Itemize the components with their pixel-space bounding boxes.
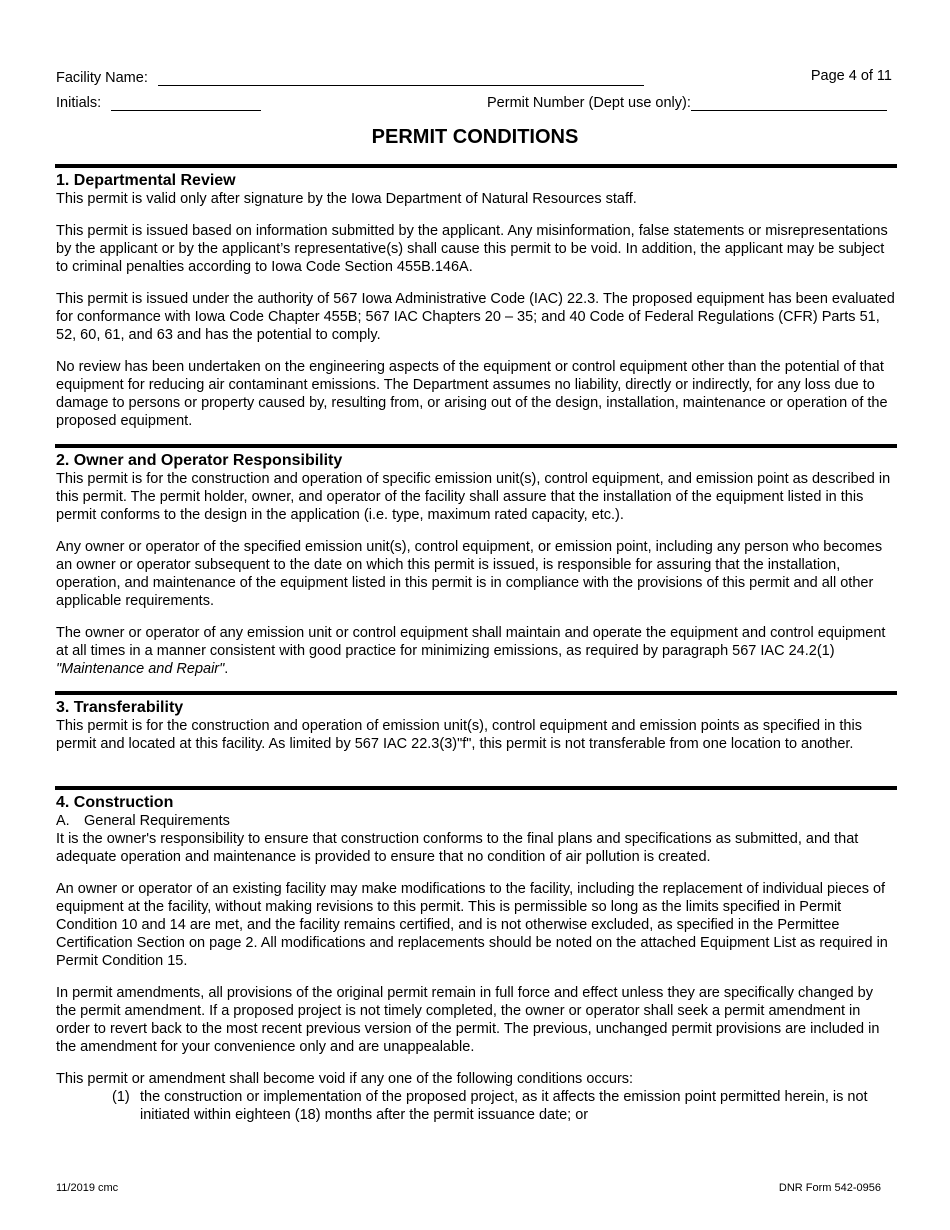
list-number: (1) — [112, 1089, 130, 1105]
facility-name-row — [56, 68, 644, 86]
section-heading: 1. Departmental Review — [56, 172, 236, 189]
paragraph: This permit or amendment shall become void if any one of the following conditions occurs: — [56, 1071, 634, 1087]
section-divider — [55, 691, 897, 695]
paragraph: This permit is valid only after signature by the Iowa Department of Natural Resources staff. — [56, 191, 637, 207]
page-number: Page 4 of 11 — [810, 68, 892, 84]
section-heading: 2. Owner and Operator Responsibility — [56, 452, 343, 469]
section-divider — [55, 444, 897, 448]
permit-number-row — [487, 93, 887, 111]
section-heading: 4. Construction — [56, 794, 174, 811]
section-construction — [56, 794, 896, 1124]
subsection-letter: A. — [56, 813, 70, 829]
initials-field[interactable] — [111, 93, 261, 111]
paragraph: This permit is for the construction and operation of specific emission unit(s), control equipment, and emission point as described in this permit. The permit holder, owner, and operator of the facility shall assure that the installation of the equipment listed in this permit conforms to the design in the application (i.e. type, maximum rated capacity, etc.). — [56, 471, 891, 523]
section-divider — [55, 164, 897, 168]
paragraph-text: The owner or operator of any emission unit or control equipment shall maintain and operate the equipment and control equipment at all times in a manner consistent with good practice for minimizing emissions, as required by paragraph 567 IAC 24.2(1) — [56, 625, 886, 659]
facility-name-field[interactable] — [158, 68, 644, 86]
page-title: PERMIT CONDITIONS — [371, 126, 579, 148]
permit-number-label: Permit Number (Dept use only): — [487, 95, 691, 111]
paragraph: This permit is for the construction and operation of emission unit(s), control equipment and emission points as specified in this permit and located at this facility. As limited by 567 IAC 22.3(3)"f", this permit is not transferable from one location to another. — [56, 718, 862, 752]
initials-label: Initials: — [56, 95, 102, 111]
footer-date: 11/2019 cmc — [56, 1182, 119, 1194]
subsection-general-requirements — [56, 812, 896, 830]
paragraph-end: . — [224, 661, 229, 677]
permit-number-field[interactable] — [691, 93, 887, 111]
section-heading: 3. Transferability — [56, 699, 184, 716]
initials-row — [56, 93, 261, 111]
list-text: the construction or implementation of the proposed project, as it affects the emission point permitted herein, is not initiated within eighteen (18) months after the permit issuance date; or — [140, 1089, 868, 1123]
paragraph: An owner or operator of an existing facility may make modifications to the facility, including the replacement of individual pieces of equipment at the facility, without making revisions to this permit. This is permissible so long as the limits specified in Permit Condition 10 and 14 are met, and the facility remains certified, and is not otherwise excluded, as specified in the Permittee Certification Section on page 2. All modifications and replacements should be noted on the attached Equipment List as required in Permit Condition 15. — [56, 881, 888, 969]
subsection-title: General Requirements — [84, 813, 230, 829]
section-transferability — [56, 699, 896, 767]
footer-form-number: DNR Form 542-0956 — [778, 1182, 881, 1194]
paragraph — [56, 624, 896, 678]
section-divider — [55, 786, 897, 790]
facility-name-label: Facility Name: — [56, 70, 148, 86]
paragraph: Any owner or operator of the specified emission unit(s), control equipment, or emission point, including any person who becomes an owner or operator subsequent to the date on which this permit is issued, is responsible for assuring that the installation, operation, and maintenance of the equipment listed in this permit is in compliance with the provisions of this permit and all other applicable requirements. — [56, 539, 883, 609]
paragraph: It is the owner's responsibility to ensure that construction conforms to the final plans and specifications as submitted, and that adequate operation and maintenance is provided to ensure that no condition of air pollution is created. — [56, 831, 859, 865]
paragraph: This permit is issued based on information submitted by the applicant. Any misinformation, false statements or misrepresentations by the applicant or by the applicant’s representative(s) shall cause this permit to be void. In addition, the applicant may be subject to criminal penalties according to Iowa Code Section 455B.146A. — [56, 223, 888, 275]
paragraph: No review has been undertaken on the engineering aspects of the equipment or control equipment other than the potential of that equipment for reducing air contaminant emissions. The Department assumes no liability, directly or indirectly, for any loss due to damage to persons or property caused by, resulting from, or arising out of the design, installation, maintenance or operation of the proposed equipment. — [56, 359, 888, 429]
list-item — [112, 1088, 896, 1124]
paragraph: In permit amendments, all provisions of the original permit remain in full force and effect unless they are specifically changed by the permit amendment. If a proposed project is not timely completed, the owner or operator shall seek a permit amendment in order to revert back to the most recent previous version of the permit. The previous, unchanged permit provisions are included in the amendment for your convenience only and are unappealable. — [56, 985, 880, 1055]
paragraph: This permit is issued under the authority of 567 Iowa Administrative Code (IAC) 22.3. The proposed equipment has been evaluated for conformance with Iowa Code Chapter 455B; 567 IAC Chapters 20 – 35; and 40 Code of Federal Regulations (CFR) Parts 51, 52, 60, 61, and 63 and has the potential to comply. — [56, 291, 895, 343]
section-departmental-review — [56, 172, 896, 444]
section-owner-operator — [56, 452, 896, 692]
italic-reference: "Maintenance and Repair" — [56, 661, 225, 677]
